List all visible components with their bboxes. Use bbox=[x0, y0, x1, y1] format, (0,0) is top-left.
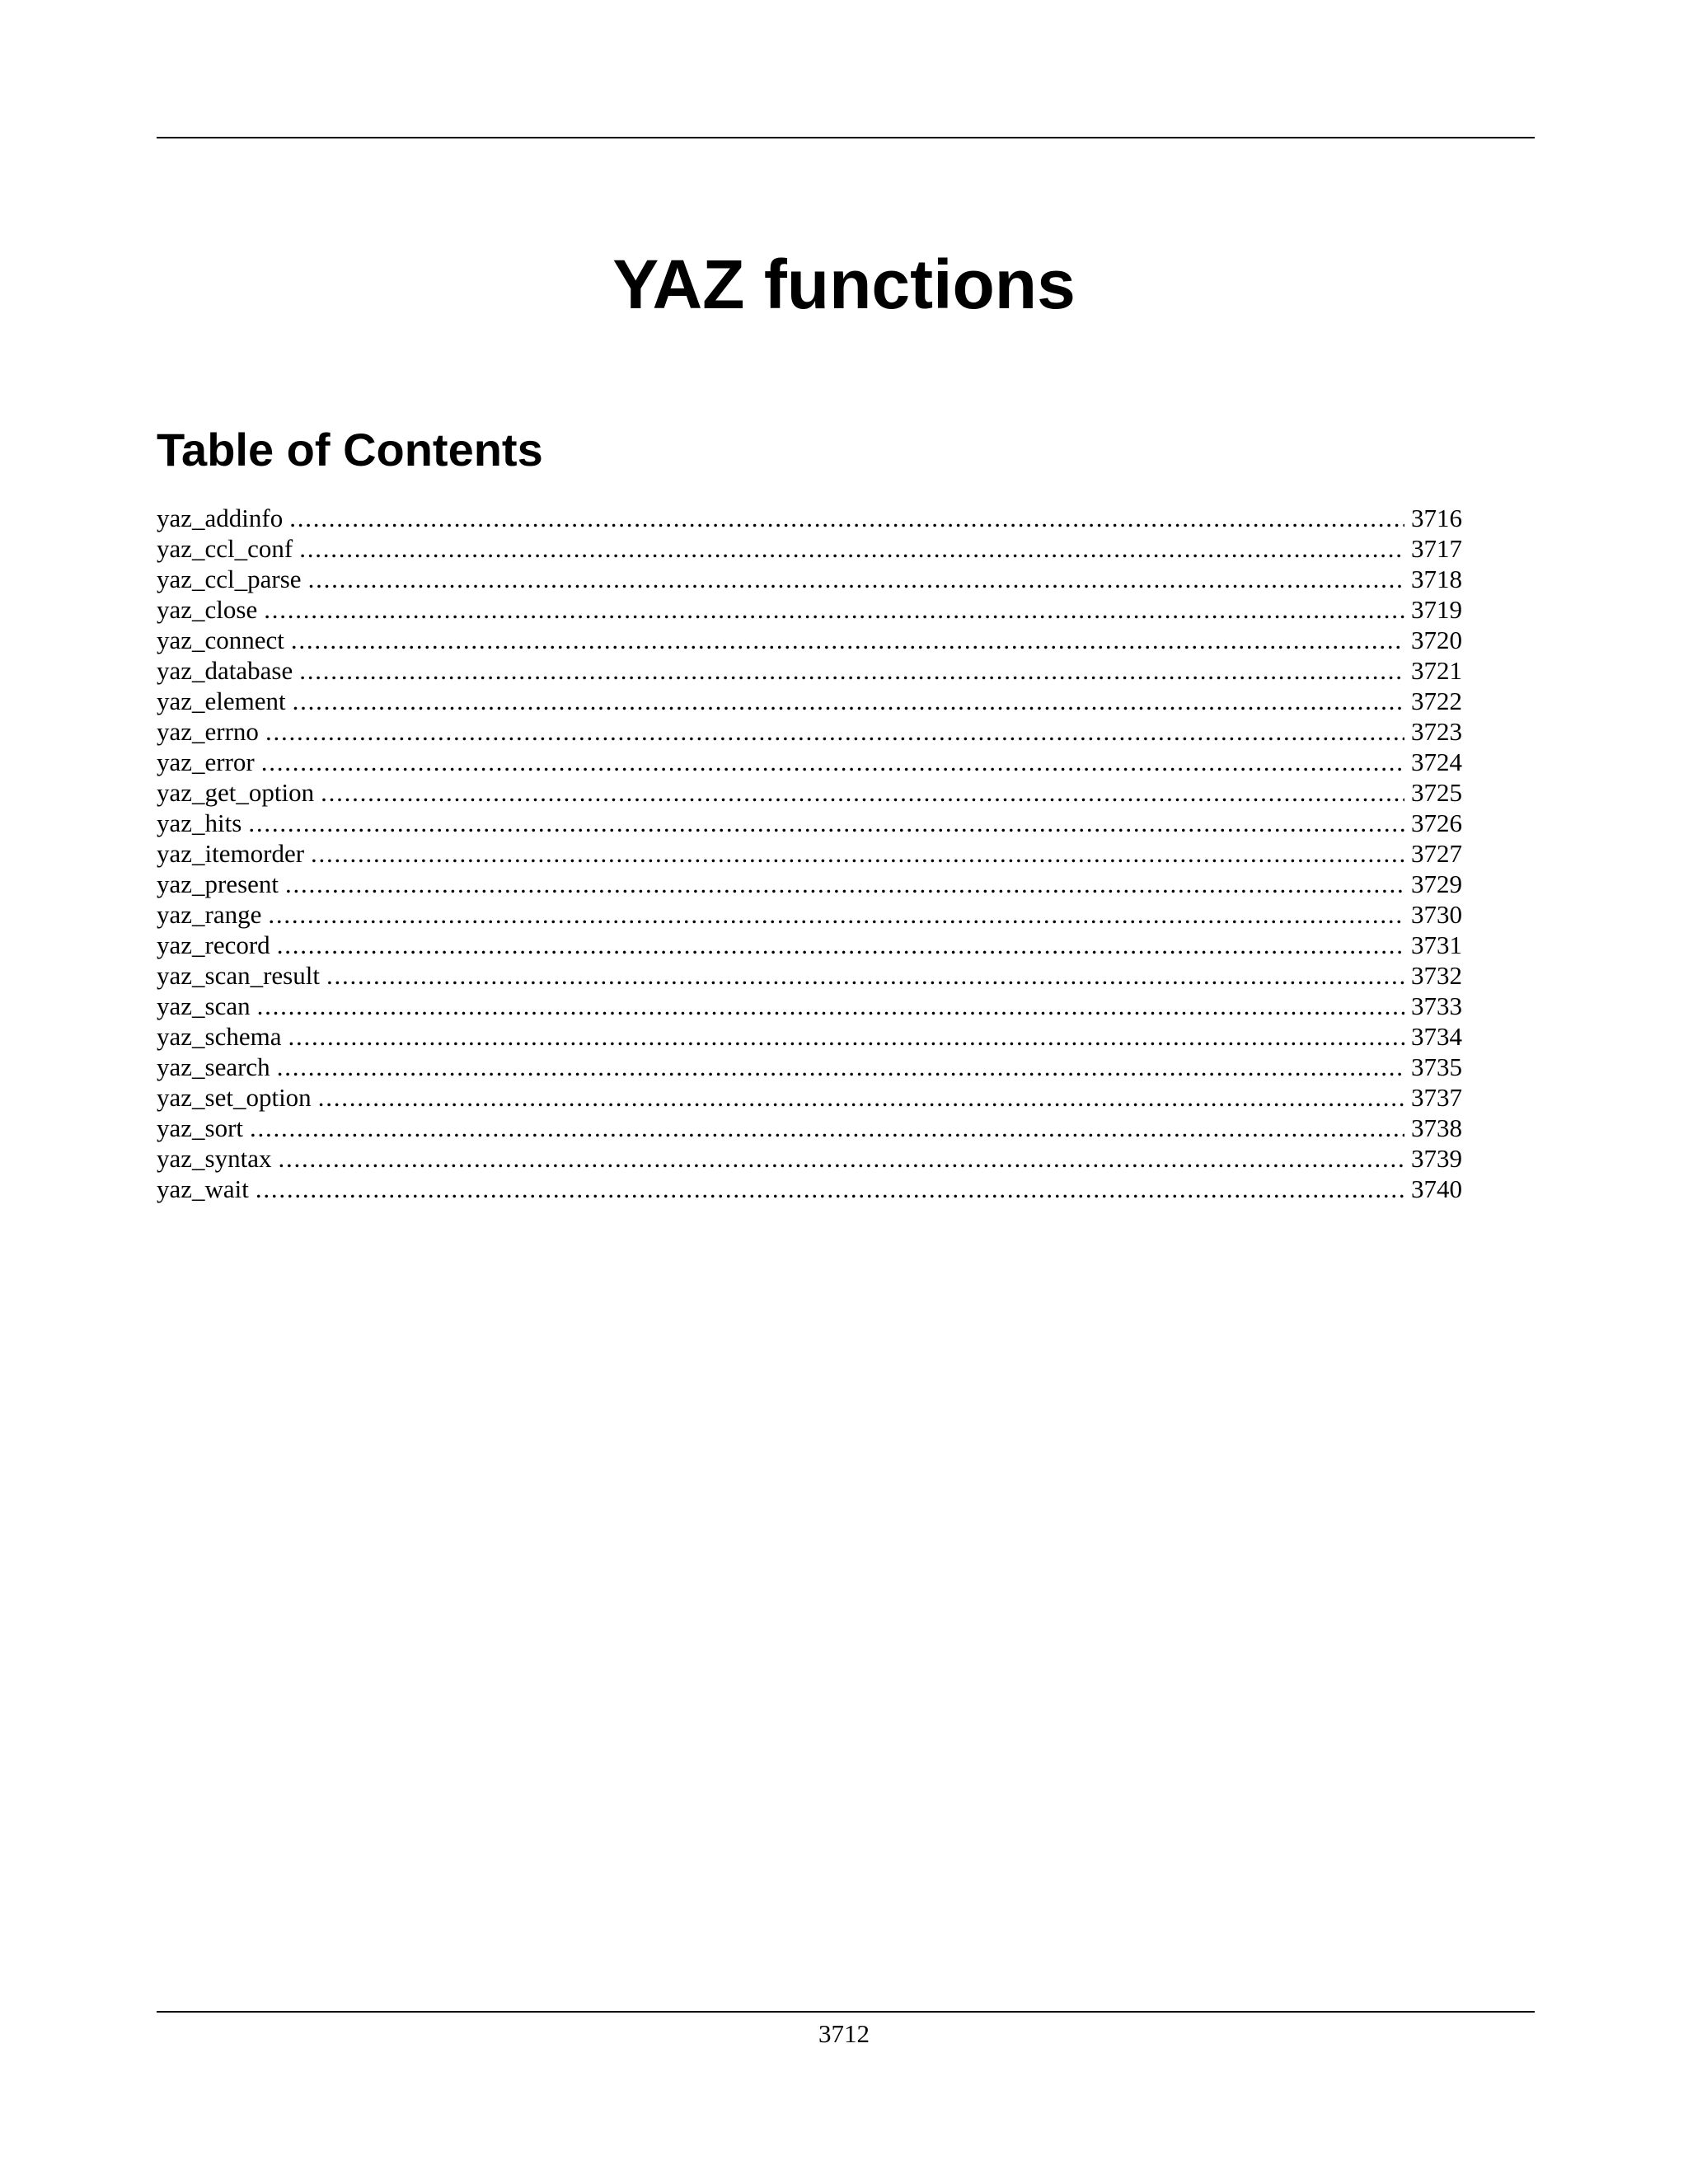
toc-entry-yaz-schema[interactable] bbox=[157, 1021, 1462, 1052]
toc-entry-yaz-search[interactable] bbox=[157, 1052, 1462, 1082]
toc-entry-name: yaz_set_option bbox=[157, 1083, 312, 1112]
toc-entry-yaz-element[interactable] bbox=[157, 686, 1462, 716]
toc-leader-dots bbox=[268, 899, 1404, 930]
toc-entry-name: yaz_error bbox=[157, 748, 255, 776]
toc-entry-name: yaz_search bbox=[157, 1052, 270, 1081]
toc-entry-yaz-set-option[interactable] bbox=[157, 1082, 1462, 1113]
toc-entry-page: 3716 bbox=[1411, 504, 1462, 532]
document-title: YAZ functions bbox=[612, 246, 1076, 323]
toc-entry-yaz-present[interactable] bbox=[157, 869, 1462, 899]
toc-entry-name: yaz_database bbox=[157, 656, 293, 685]
toc-entry-name: yaz_itemorder bbox=[157, 839, 305, 868]
toc-entry-yaz-record[interactable] bbox=[157, 930, 1462, 960]
toc-entry-yaz-scan-result[interactable] bbox=[157, 960, 1462, 991]
toc-entry-yaz-range[interactable] bbox=[157, 899, 1462, 930]
toc-entry-yaz-get-option[interactable] bbox=[157, 777, 1462, 808]
toc-entry-page: 3732 bbox=[1411, 961, 1462, 990]
toc-entry-page: 3735 bbox=[1411, 1052, 1462, 1081]
table-of-contents bbox=[157, 503, 1462, 1204]
toc-entry-name: yaz_ccl_conf bbox=[157, 534, 293, 563]
page-number: 3712 bbox=[818, 2019, 870, 2048]
toc-entry-page: 3738 bbox=[1411, 1113, 1462, 1142]
toc-entry-page: 3740 bbox=[1411, 1174, 1462, 1203]
toc-entry-yaz-wait[interactable] bbox=[157, 1174, 1462, 1204]
toc-entry-page: 3718 bbox=[1411, 565, 1462, 593]
toc-leader-dots bbox=[308, 564, 1404, 594]
toc-entry-page: 3731 bbox=[1411, 930, 1462, 959]
toc-entry-yaz-database[interactable] bbox=[157, 655, 1462, 686]
header-rule bbox=[157, 137, 1535, 138]
toc-entry-page: 3737 bbox=[1411, 1083, 1462, 1112]
toc-entry-yaz-error[interactable] bbox=[157, 747, 1462, 777]
toc-entry-name: yaz_present bbox=[157, 869, 279, 898]
toc-leader-dots bbox=[291, 625, 1404, 655]
toc-entry-yaz-hits[interactable] bbox=[157, 808, 1462, 838]
toc-entry-page: 3734 bbox=[1411, 1022, 1462, 1051]
toc-leader-dots bbox=[299, 533, 1404, 564]
toc-entry-name: yaz_addinfo bbox=[157, 504, 284, 532]
toc-entry-page: 3719 bbox=[1411, 595, 1462, 624]
toc-leader-dots bbox=[257, 991, 1404, 1021]
toc-leader-dots bbox=[265, 716, 1404, 747]
toc-entry-name: yaz_hits bbox=[157, 808, 242, 837]
toc-entry-page: 3723 bbox=[1411, 717, 1462, 746]
toc-entry-name: yaz_close bbox=[157, 595, 258, 624]
toc-entry-page: 3739 bbox=[1411, 1144, 1462, 1173]
toc-entry-name: yaz_schema bbox=[157, 1022, 282, 1051]
toc-entry-yaz-errno[interactable] bbox=[157, 716, 1462, 747]
toc-entry-yaz-ccl-parse[interactable] bbox=[157, 564, 1462, 594]
toc-entry-name: yaz_get_option bbox=[157, 778, 315, 807]
toc-entry-yaz-close[interactable] bbox=[157, 594, 1462, 625]
toc-leader-dots bbox=[293, 686, 1404, 716]
toc-entry-yaz-ccl-conf[interactable] bbox=[157, 533, 1462, 564]
toc-entry-name: yaz_ccl_parse bbox=[157, 565, 302, 593]
toc-entry-page: 3725 bbox=[1411, 778, 1462, 807]
toc-leader-dots bbox=[299, 655, 1404, 686]
toc-leader-dots bbox=[277, 930, 1404, 960]
toc-entry-yaz-connect[interactable] bbox=[157, 625, 1462, 655]
toc-entry-name: yaz_record bbox=[157, 930, 270, 959]
toc-leader-dots bbox=[288, 1021, 1404, 1052]
toc-entry-name: yaz_connect bbox=[157, 626, 284, 654]
toc-leader-dots bbox=[250, 1113, 1404, 1143]
toc-entry-page: 3730 bbox=[1411, 900, 1462, 929]
toc-leader-dots bbox=[321, 777, 1404, 808]
toc-leader-dots bbox=[248, 808, 1404, 838]
toc-leader-dots bbox=[318, 1082, 1404, 1113]
toc-entry-page: 3722 bbox=[1411, 687, 1462, 715]
toc-entry-yaz-itemorder[interactable] bbox=[157, 838, 1462, 869]
toc-entry-name: yaz_wait bbox=[157, 1174, 249, 1203]
toc-leader-dots bbox=[285, 869, 1404, 899]
toc-leader-dots bbox=[277, 1052, 1404, 1082]
toc-leader-dots bbox=[278, 1143, 1404, 1174]
toc-entry-yaz-scan[interactable] bbox=[157, 991, 1462, 1021]
toc-entry-name: yaz_syntax bbox=[157, 1144, 272, 1173]
toc-entry-page: 3727 bbox=[1411, 839, 1462, 868]
toc-entry-page: 3733 bbox=[1411, 991, 1462, 1020]
toc-entry-page: 3717 bbox=[1411, 534, 1462, 563]
toc-leader-dots bbox=[256, 1174, 1404, 1204]
toc-entry-name: yaz_scan bbox=[157, 991, 251, 1020]
toc-leader-dots bbox=[311, 838, 1404, 869]
toc-leader-dots bbox=[289, 503, 1404, 533]
toc-entry-page: 3726 bbox=[1411, 808, 1462, 837]
toc-heading: Table of Contents bbox=[157, 424, 543, 476]
footer-rule bbox=[157, 2011, 1535, 2013]
toc-entry-page: 3729 bbox=[1411, 869, 1462, 898]
toc-entry-name: yaz_scan_result bbox=[157, 961, 320, 990]
toc-entry-name: yaz_range bbox=[157, 900, 262, 929]
toc-leader-dots bbox=[326, 960, 1404, 991]
toc-entry-name: yaz_errno bbox=[157, 717, 259, 746]
toc-entry-name: yaz_sort bbox=[157, 1113, 244, 1142]
toc-entry-page: 3724 bbox=[1411, 748, 1462, 776]
toc-entry-name: yaz_element bbox=[157, 687, 286, 715]
toc-leader-dots bbox=[261, 747, 1404, 777]
toc-entry-yaz-sort[interactable] bbox=[157, 1113, 1462, 1143]
toc-leader-dots bbox=[264, 594, 1404, 625]
toc-entry-yaz-syntax[interactable] bbox=[157, 1143, 1462, 1174]
toc-entry-yaz-addinfo[interactable] bbox=[157, 503, 1462, 533]
toc-entry-page: 3721 bbox=[1411, 656, 1462, 685]
toc-entry-page: 3720 bbox=[1411, 626, 1462, 654]
